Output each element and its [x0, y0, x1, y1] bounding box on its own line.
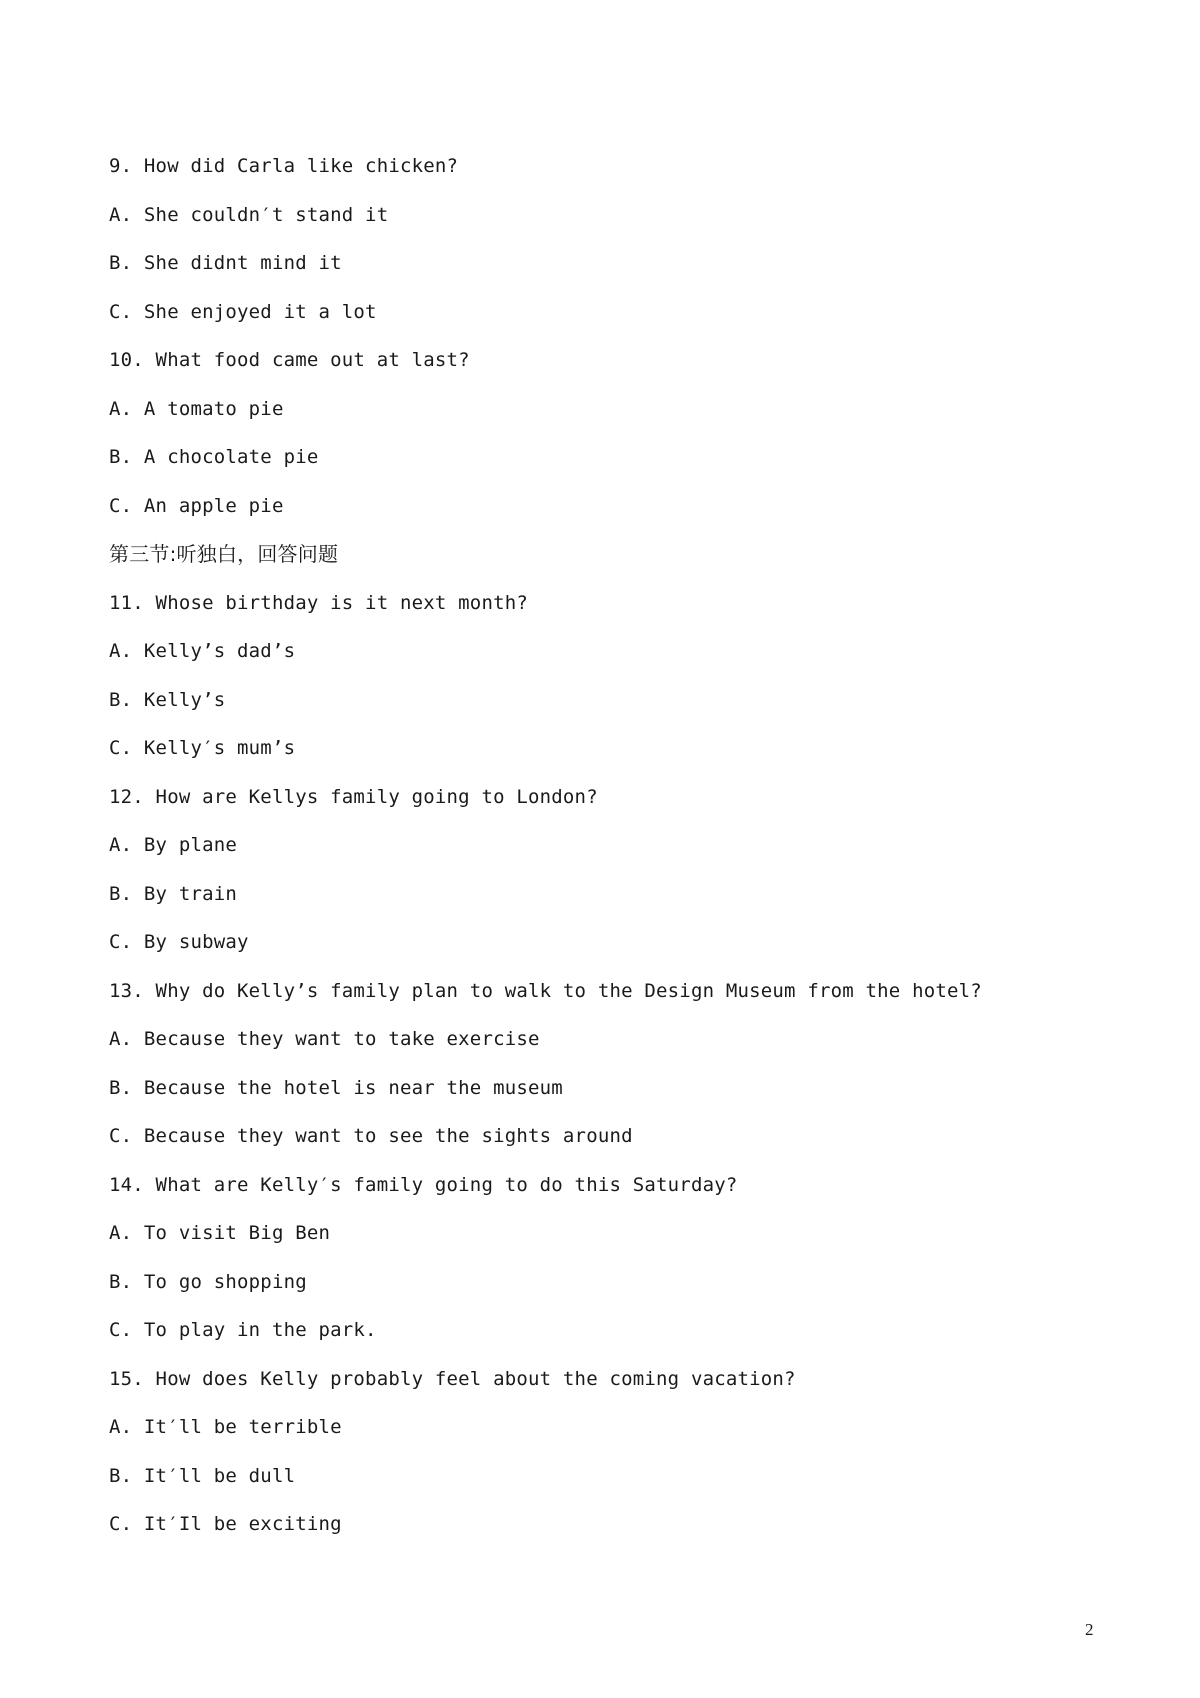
section-heading: 第三节:听独白，回答问题 — [109, 542, 339, 566]
option-15c: C. It′Il be exciting — [109, 1513, 342, 1535]
option-10a: A. A tomato pie — [109, 397, 284, 420]
option-9b: B. She didnt mind it — [109, 252, 342, 274]
option-9a: A. She couldn′t stand it — [109, 203, 389, 226]
option-10c: C. An apple pie — [109, 494, 284, 517]
question-14: 14. What are Kelly′s family going to do this Saturday? — [109, 1173, 738, 1196]
question-10: 10. What food came out at last? — [109, 349, 470, 371]
option-11a: A. Kelly’s dad’s — [109, 640, 296, 662]
question-13: 13. Why do Kelly’s family plan to walk to the Design Museum from the hotel? — [109, 979, 982, 1002]
option-13a: A. Because they want to take exercise — [109, 1028, 540, 1050]
question-15: 15. How does Kelly probably feel about the coming vacation? — [109, 1367, 796, 1390]
question-9: 9. How did Carla like chicken? — [109, 155, 459, 177]
option-15a: A. It′ll be terrible — [109, 1416, 342, 1438]
question-12: 12. How are Kellys family going to London? — [109, 785, 598, 808]
option-14a: A. To visit Big Ben — [109, 1222, 331, 1244]
option-11c: C. Kelly′s mum’s — [109, 737, 296, 759]
option-9c: C. She enjoyed it a lot — [109, 300, 377, 323]
option-14c: C. To play in the park. — [109, 1319, 377, 1341]
option-13c: C. Because they want to see the sights around — [109, 1125, 633, 1147]
option-12b: B. By train — [109, 882, 238, 905]
question-11: 11. Whose birthday is it next month? — [109, 591, 529, 614]
option-15b: B. It′ll be dull — [109, 1464, 296, 1487]
option-11b: B. Kelly’s — [109, 688, 226, 711]
option-10b: B. A chocolate pie — [109, 446, 319, 468]
question-list — [109, 154, 1109, 1561]
option-13b: B. Because the hotel is near the museum — [109, 1076, 563, 1099]
page-number: 2 — [1085, 1620, 1094, 1639]
option-12a: A. By plane — [109, 834, 238, 856]
option-14b: B. To go shopping — [109, 1270, 307, 1293]
option-12c: C. By subway — [109, 931, 249, 953]
